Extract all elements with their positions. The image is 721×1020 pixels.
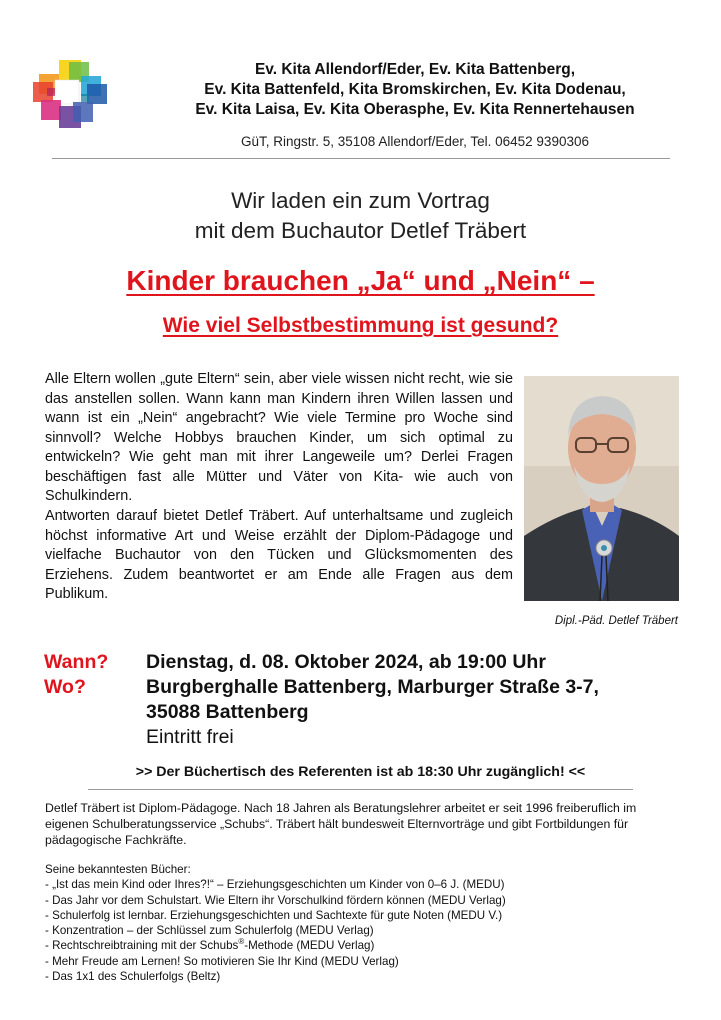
book-item: - Das Jahr vor dem Schulstart. Wie Eltern ihr Vorschulkind fördern können (MEDU Verlag) bbox=[45, 893, 506, 907]
registered-mark: ® bbox=[238, 937, 245, 947]
book-item: - Konzentration – der Schlüssel zum Schulerfolg (MEDU Verlag) bbox=[45, 924, 374, 938]
book-item: - Mehr Freude am Lernen! So motivieren Sie Ihr Kind (MEDU Verlag) bbox=[45, 954, 399, 968]
book-item: - „Ist das mein Kind oder Ihres?!“ – Erziehungsgeschichten um Kinder von 0–6 J. (MEDU) bbox=[45, 878, 505, 892]
entry-fee: Eintritt frei bbox=[146, 726, 234, 748]
event-date: Dienstag, d. 08. Oktober 2024, ab 19:00 Uhr bbox=[146, 651, 546, 673]
book-list bbox=[45, 862, 679, 984]
organizer-line: Ev. Kita Battenfeld, Kita Bromskirchen, Ev. Kita Dodenau, bbox=[204, 81, 626, 98]
event-venue: Burgberghalle Battenberg, Marburger Straße 3-7, bbox=[146, 676, 599, 698]
speaker-bio: Detlef Träbert ist Diplom-Pädagoge. Nach 18 Jahren als Beratungslehrer arbeitet er seit 1996 freiberuflich im eigenen Schulberatungsservice „Schubs“. Träbert hält bundesweit Elternvorträge und gibt Fortbildungen für pädagogische Fachkräfte. bbox=[45, 801, 637, 847]
kita-logo bbox=[33, 58, 109, 130]
photo-caption: Dipl.-Päd. Detlef Träbert bbox=[554, 615, 678, 627]
book-list-heading: Seine bekanntesten Bücher: bbox=[45, 863, 191, 876]
talk-title: Kinder brauchen „Ja“ und „Nein“ – bbox=[126, 265, 595, 296]
header-divider bbox=[52, 158, 670, 159]
section-divider bbox=[88, 789, 633, 790]
book-item-text: -Methode (MEDU Verlag) bbox=[244, 939, 375, 953]
invitation-line: mit dem Buchautor Detlef Träbert bbox=[194, 218, 527, 243]
book-item-text: - Rechtschreibtraining mit der Schubs bbox=[45, 939, 239, 953]
invitation-line: Wir laden ein zum Vortrag bbox=[231, 188, 490, 213]
book-item: - Das 1x1 des Schulerfolgs (Beltz) bbox=[45, 970, 221, 984]
book-table-note: >> Der Büchertisch des Referenten ist ab 18:30 Uhr zugänglich! << bbox=[135, 764, 586, 780]
when-label: Wann? bbox=[44, 651, 109, 673]
where-label: Wo? bbox=[44, 676, 86, 698]
contact-address: GüT, Ringstr. 5, 35108 Allendorf/Eder, Tel. 06452 9390306 bbox=[240, 134, 589, 149]
organizer-line: Ev. Kita Allendorf/Eder, Ev. Kita Battenberg, bbox=[254, 61, 576, 78]
organizer-line: Ev. Kita Laisa, Ev. Kita Oberasphe, Ev. Kita Rennertehausen bbox=[195, 101, 635, 118]
book-item: - Schulerfolg ist lernbar. Erziehungsgeschichten und Sachtexte für gute Noten (MEDU V.) bbox=[45, 908, 503, 922]
event-city: 35088 Battenberg bbox=[146, 701, 309, 723]
organizer-list bbox=[150, 60, 680, 120]
book-item bbox=[45, 938, 679, 953]
invitation bbox=[0, 186, 721, 246]
speaker-portrait bbox=[524, 376, 679, 601]
talk-subtitle: Wie viel Selbstbestimmung ist gesund? bbox=[162, 314, 559, 337]
description-paragraph: Antworten darauf bietet Detlef Träbert. Auf unterhaltsame und zugleich höchst informative Art und Weise erzählt der Diplom-Pädagoge und vielfache Buchautor von den Tücken und Glücksmomenten des Erziehens. Zudem beantwortet er am Ende alle Fragen aus dem Publikum. bbox=[45, 508, 513, 602]
description-paragraph: Alle Eltern wollen „gute Eltern“ sein, aber viele wissen nicht recht, wie sie das anstellen sollen. Wann kann man Kindern ihren Willen lassen und wann ist ein „Nein“ angebracht? Wie viele Termine pro Woche sind sinnvoll? Welche Hobbys brauchen Kinder, um sich optimal zu entwickeln? Wie geht man mit ihrer Langeweile um? Derlei Fragen beschäftigen fast alle Mütter und Väter von Kita- wie auch von Schulkindern. bbox=[45, 371, 513, 504]
